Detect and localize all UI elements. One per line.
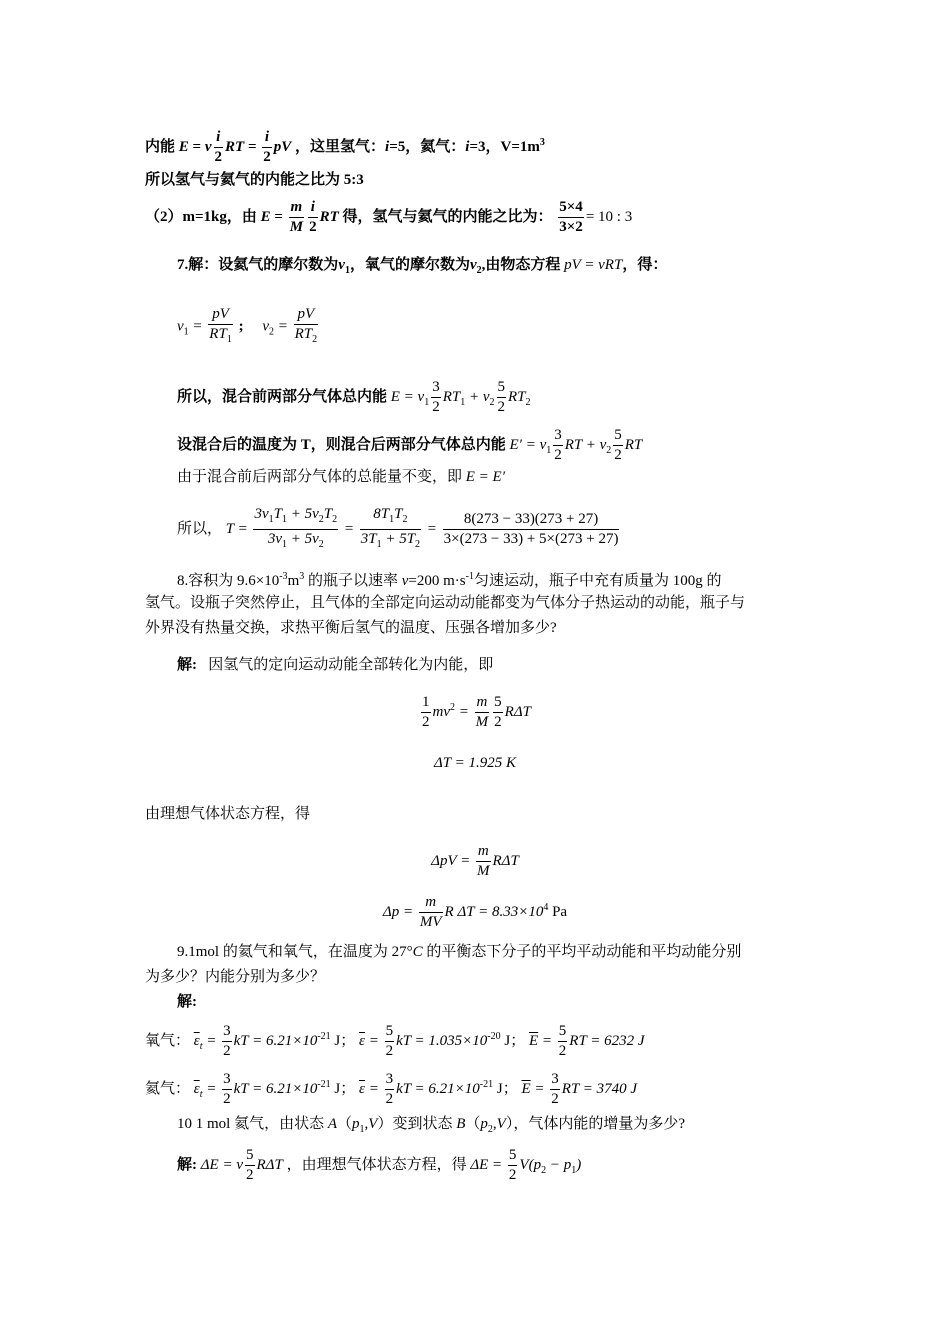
text: J；	[330, 1080, 356, 1097]
line-q10: 10 1 mol 氦气，由状态 $A(p_1,V)$变到状态 $B(p_2,V)$，气体内能的增量为多少?	[177, 1116, 685, 1135]
text: 7.解：设氦气的摩尔数为	[177, 257, 339, 273]
text: ;	[238, 318, 244, 335]
line-oxygen: 氧气： $\overline{\varepsilon}_t$ = $\frac{3}{2}$ kT = $6.21\times 10^{-21}$ J； $\overline{\varepsilon}$ = $\frac{5}{2}$ kT = $1.035\times 10^{-20}$ J； $\overline{E}$ = $\frac{5}{2}$ RT = 6232 J	[145, 1023, 645, 1059]
line-after-energy	[177, 426, 642, 465]
text: J；	[493, 1080, 518, 1097]
text: 得，氢气与氦气的内能之比为：	[342, 208, 553, 225]
formula: T = $\frac{3\nu_1T_1 + 5\nu_2T_2}{3\nu_1 + 5\nu_2}$ = $\frac{8T_1T_2}{3T_1 + 5T_2}$ = $\frac{8(273 - 33)(273 + 27)}{3\times(273 - 33) + 5\times(273 + 27)}$	[225, 506, 619, 550]
line-moles: $\nu_1$ = $\frac{pV}{RT_1}$ ; $\nu_2$ = $\frac{pV}{RT_2}$	[177, 306, 318, 345]
text: A	[327, 1116, 338, 1132]
text: 9.1mol 的氦气和氧气，在温度为 27°	[177, 944, 413, 960]
formula: E = $\frac{m}{M}$ $\frac{i}{2}$ RT	[260, 199, 339, 235]
formula: ΔE = $\frac{5}{2}$ $V(p_2 - p_1)$	[470, 1147, 582, 1183]
line-temperature	[177, 505, 621, 554]
text: （	[465, 1116, 481, 1132]
line-state-eq: 由理想气体状态方程，得	[145, 806, 311, 822]
line-q7: 7.解：设氦气的摩尔数为$\nu_1$，氧气的摩尔数为$\nu_2$,由物态方程 pV = νRT，得：	[177, 257, 668, 276]
text: 8.容积为 9.6×10	[177, 573, 280, 589]
text: ，氧气的摩尔数为	[349, 257, 470, 273]
text: 10 1 mol 氦气，由状态	[177, 1116, 325, 1132]
text: （2）m=1kg，由	[145, 208, 257, 225]
line-q8: 8.容积为 $9.6\times 10^{-3}m^3$ 的瓶子以速率 v=200 $m\cdot s^{-1}$匀速运动，瓶子中充有质量为 100g 的	[177, 571, 722, 589]
text: 内能	[145, 138, 176, 155]
text: kT = 6.21×10	[233, 1032, 318, 1049]
text: C	[412, 944, 423, 960]
line-before-energy	[177, 378, 531, 417]
text: kT = 6.21×10	[396, 1080, 480, 1097]
text: 氧气：	[145, 1032, 191, 1049]
text: ），气体内能的增量为多少?	[505, 1116, 685, 1132]
text: 所以，混合前两部分气体总内能	[177, 388, 388, 405]
text: 的平衡态下分子的平均平动动能和平均动能分别	[422, 944, 742, 960]
line-conservation	[177, 467, 505, 487]
text: 的瓶子以速率	[307, 573, 398, 589]
line-internal-energy: 内能 E = ν $\frac{i}{2}$ RT = $\frac{i}{2}$ pV ，这里氢气：i=5，氦气：i=3，$V=1m^3$	[145, 129, 545, 165]
text: J；	[500, 1032, 526, 1049]
equation-pv: ΔpV = $\frac{m}{M}$ RΔT	[431, 843, 519, 879]
text: 设混合后的温度为 T，则混合后两部分气体总内能	[177, 436, 506, 453]
line-helium: 氦气： $\overline{\varepsilon}_t$ = $\frac{3}{2}$ kT = $6.21\times 10^{-21}$ J； $\overline{\varepsilon}$ = $\frac{3}{2}$ kT = $6.21\times 10^{-21}$ J； $\overline{E}$ = $\frac{3}{2}$ RT = 3740 J	[145, 1071, 638, 1107]
text: ,由物态方程	[481, 257, 561, 273]
text: ，由理想气体状态方程，得	[286, 1156, 467, 1173]
line-q10-sol	[177, 1146, 581, 1185]
text: =5，氦气：	[389, 138, 466, 155]
text: ）变到状态	[377, 1116, 453, 1132]
text: RT = 6232 J	[569, 1032, 645, 1049]
equation-deltap: Δp = $\frac{m}{MV}$ R $\Delta T = 8.33\times 10^4$ Pa	[382, 894, 568, 930]
text: ，得：	[622, 257, 668, 273]
text: = 10 : 3	[585, 208, 633, 225]
equation-kinetic: $\frac{1}{2}$ $mv^2$ = $\frac{m}{M}$ $\frac{5}{2}$ RΔT	[422, 694, 531, 730]
line-ratio: 所以氢气与氦气的内能之比为 5:3	[145, 172, 364, 188]
text: kT = 6.21×10	[233, 1080, 318, 1097]
line-q9	[177, 942, 741, 962]
text: 因氢气的定向运动动能全部转化为内能，即	[208, 657, 494, 673]
text: 所以，	[177, 520, 223, 537]
text: m	[287, 573, 300, 589]
text: 匀速运动，瓶子中充有质量为 100g 的	[473, 573, 722, 589]
text: 由于混合前后两部分气体的总能量不变，即	[177, 469, 463, 485]
text: kT = 1.035×10	[396, 1032, 488, 1049]
formula: ΔE = ν $\frac{5}{2}$ RΔT	[200, 1147, 283, 1183]
text: 解:	[177, 657, 197, 673]
line-q9-b: 为多少？内能分别为多少？	[145, 969, 326, 985]
line-q9-sol: 解:	[177, 994, 197, 1010]
formula: $E = \nu_1$ $\frac{3}{2}$ $RT_1 + \nu_2$ $\frac{5}{2}$ $RT_2$	[390, 379, 531, 415]
formula: $\frac{5\times 4}{3\times 2}$	[559, 199, 583, 235]
text: B	[456, 1116, 466, 1132]
text: 解:	[177, 1156, 197, 1173]
text: J；	[330, 1032, 356, 1049]
equation-deltaT: ΔT = 1.925 K	[433, 755, 516, 771]
text: =200 m·s	[408, 573, 466, 589]
line-q8-sol	[177, 655, 493, 675]
formula: $E' = \nu_1$ $\frac{3}{2}$ RT + $\nu_2$ $\frac{5}{2}$ RT	[509, 427, 643, 463]
text: 氦气：	[145, 1080, 191, 1097]
formula: E = E′	[465, 469, 505, 485]
text: R ΔT = 8.33×10	[444, 903, 544, 920]
formula: pV = νRT	[564, 257, 623, 273]
line-q8-c: 外界没有热量交换，求热平衡后氢气的温度、压强各增加多少?	[145, 620, 557, 636]
line-q8-b: 氢气。设瓶子突然停止，且气体的全部定向运动动能都变为气体分子热运动的动能，瓶子与	[145, 595, 746, 611]
formula: E = ν $\frac{i}{2}$ RT = $\frac{i}{2}$ pV	[178, 129, 292, 165]
text: （	[337, 1116, 353, 1132]
line-part2	[145, 198, 632, 237]
text: =3，V=1m	[469, 138, 540, 155]
text: RT = 3740 J	[561, 1080, 638, 1097]
text: ，这里氢气：	[295, 138, 386, 155]
